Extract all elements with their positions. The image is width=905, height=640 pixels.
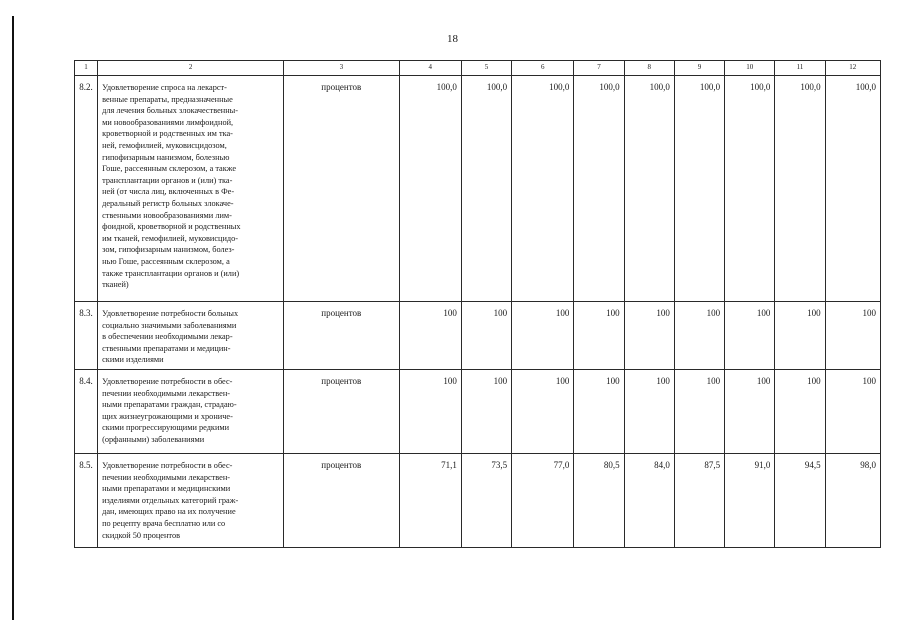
description-line: в обеспечении необходимыми лекар-	[102, 332, 233, 342]
description-line: (орфанными) заболеваниями	[102, 434, 205, 444]
value-cell: 73,5	[461, 454, 511, 548]
description-line: скими изделиями	[102, 355, 164, 365]
description-line: ственными препаратами и медицин-	[102, 343, 231, 353]
description-line: щих жизнеугрожающими и хрониче-	[102, 411, 233, 421]
value-cell: 100	[399, 370, 461, 454]
table-row	[75, 370, 881, 454]
page-number: 18	[447, 33, 458, 45]
value-cell: 100	[674, 370, 724, 454]
value-cell: 100,0	[825, 76, 880, 302]
value-cell: 100	[775, 370, 825, 454]
value-cell: 100	[825, 302, 880, 370]
value-cell: 100,0	[674, 76, 724, 302]
row-number: 8.5.	[75, 454, 98, 548]
table-row	[75, 454, 881, 548]
value-cell: 100	[399, 302, 461, 370]
description-line: трансплантации органов и (или) тка-	[102, 175, 233, 185]
value-cell: 100,0	[399, 76, 461, 302]
value-cell: 100	[725, 370, 775, 454]
unit-cell: процентов	[284, 370, 400, 454]
description-line: изделиями отдельных категорий граж-	[102, 495, 239, 505]
column-header: 7	[574, 61, 624, 76]
description-line: ственными новообразованиями лим-	[102, 210, 232, 220]
row-number: 8.2.	[75, 76, 98, 302]
value-cell: 100,0	[512, 76, 574, 302]
value-cell: 100	[775, 302, 825, 370]
column-header: 11	[775, 61, 825, 76]
unit-cell: процентов	[284, 454, 400, 548]
value-cell: 98,0	[825, 454, 880, 548]
value-cell: 91,0	[725, 454, 775, 548]
column-header: 9	[674, 61, 724, 76]
value-cell: 80,5	[574, 454, 624, 548]
row-description	[98, 370, 284, 454]
value-cell: 100	[624, 370, 674, 454]
row-description	[98, 302, 284, 370]
description-line: им тканей, гемофилией, муковисцидо-	[102, 233, 239, 243]
column-header: 4	[399, 61, 461, 76]
column-header: 12	[825, 61, 880, 76]
description-line: кроветворной и родственных им тка-	[102, 129, 233, 139]
scan-edge-line	[12, 16, 14, 620]
column-header: 5	[461, 61, 511, 76]
value-cell: 100,0	[775, 76, 825, 302]
row-number: 8.4.	[75, 370, 98, 454]
description-line: нью Гоше, рассеянным склерозом, а	[102, 256, 230, 266]
value-cell: 100	[624, 302, 674, 370]
value-cell: 100,0	[574, 76, 624, 302]
row-description	[98, 76, 284, 302]
description-line: венные препараты, предназначенные	[102, 94, 233, 104]
description-line: ными препаратами и медицинскими	[102, 484, 231, 494]
indicator-table	[74, 60, 881, 548]
table-row	[75, 302, 881, 370]
table-body	[75, 76, 881, 548]
unit-cell: процентов	[284, 76, 400, 302]
column-header: 10	[725, 61, 775, 76]
column-header: 6	[512, 61, 574, 76]
description-line: скидкой 50 процентов	[102, 530, 181, 540]
value-cell: 100	[512, 302, 574, 370]
description-line: Удовлетворение потребности больных	[102, 309, 239, 318]
description-line: по рецепту врача бесплатно или со	[102, 518, 226, 528]
value-cell: 94,5	[775, 454, 825, 548]
value-cell: 100	[574, 302, 624, 370]
description-line: ми новообразованиями лимфоидной,	[102, 117, 234, 127]
description-line: зом, гипофизарным нанизмом, болез-	[102, 245, 235, 255]
row-number: 8.3.	[75, 302, 98, 370]
description-line: тканей)	[102, 280, 129, 290]
value-cell: 100	[725, 302, 775, 370]
description-line: печении необходимыми лекарствен-	[102, 472, 231, 482]
value-cell: 100,0	[624, 76, 674, 302]
description-line: печении необходимыми лекарствен-	[102, 388, 231, 398]
value-cell: 77,0	[512, 454, 574, 548]
column-header: 1	[75, 61, 98, 76]
description-line: для лечения больных злокачественны-	[102, 106, 238, 116]
description-line: Удовлетворение спроса на лекарст-	[102, 83, 227, 92]
value-cell: 71,1	[399, 454, 461, 548]
value-cell: 84,0	[624, 454, 674, 548]
description-line: ней, гемофилией, муковисцидозом,	[102, 140, 227, 150]
value-cell: 100,0	[461, 76, 511, 302]
description-line: скими прогрессирующими редкими	[102, 423, 230, 433]
description-line: деральный регистр больных злокаче-	[102, 198, 234, 208]
value-cell: 100	[574, 370, 624, 454]
value-cell: 100	[461, 302, 511, 370]
value-cell: 87,5	[674, 454, 724, 548]
table-row	[75, 76, 881, 302]
value-cell: 100	[674, 302, 724, 370]
value-cell: 100	[825, 370, 880, 454]
description-line: ней (от числа лиц, включенных в Фе-	[102, 187, 235, 197]
unit-cell: процентов	[284, 302, 400, 370]
column-header: 2	[98, 61, 284, 76]
description-line: социально значимыми заболеваниями	[102, 320, 237, 330]
value-cell: 100,0	[725, 76, 775, 302]
description-line: ными препаратами граждан, страдаю-	[102, 400, 237, 410]
description-line: Удовлетворение потребности в обес-	[102, 377, 233, 386]
value-cell: 100	[512, 370, 574, 454]
column-header-row	[75, 61, 881, 76]
row-description	[98, 454, 284, 548]
value-cell: 100	[461, 370, 511, 454]
description-line: фоидной, кроветворной и родственных	[102, 222, 241, 232]
description-line: гипофизарным нанизмом, болезнью	[102, 152, 230, 162]
description-line: также трансплантации органов и (или)	[102, 268, 240, 278]
description-line: дан, имеющих право на их получение	[102, 507, 236, 517]
description-line: Гоше, рассеянным склерозом, а также	[102, 164, 237, 174]
column-header: 8	[624, 61, 674, 76]
description-line: Удовлетворение потребности в обес-	[102, 461, 233, 470]
column-header: 3	[284, 61, 400, 76]
